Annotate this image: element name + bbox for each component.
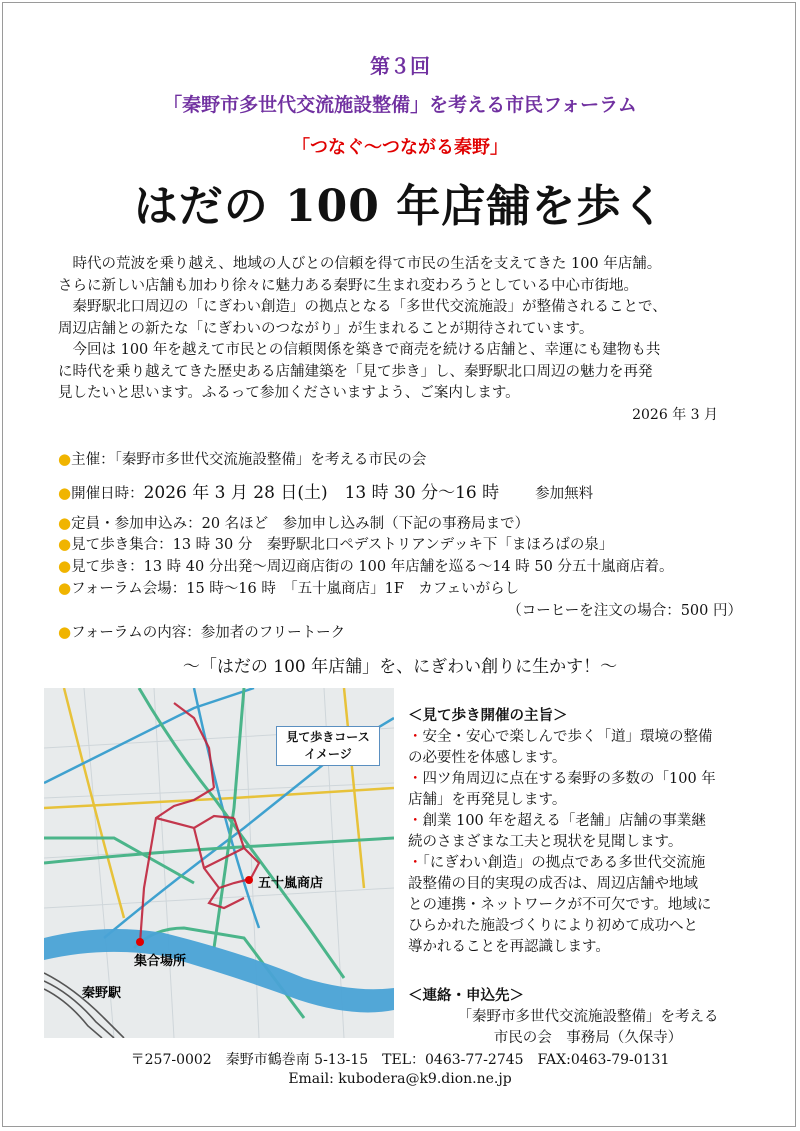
slogan: ～「はだの 100 年店舗」を、にぎわい創りに生かす！～ bbox=[182, 657, 618, 677]
venue-note: （コーヒーを注文の場合：500 円） bbox=[507, 603, 742, 619]
purpose-bullet: ・ bbox=[408, 771, 423, 787]
purpose-text: 導かれることを再認識します。 bbox=[408, 939, 610, 955]
organizer-row bbox=[58, 448, 788, 469]
theme-heading: 「つなぐ～つながる秦野」 bbox=[292, 137, 508, 158]
intro-line: 見したいと思います。ふるって参加くださいますよう、ご案内します。 bbox=[58, 385, 520, 401]
purpose-text: 安全・安心で楽しんで歩く「道」環境の整備 bbox=[422, 729, 713, 745]
purpose-text: との連携・ネットワークが不可欠です。地域に bbox=[408, 897, 712, 913]
purpose-item bbox=[408, 769, 768, 790]
purpose-bullet: ・ bbox=[408, 729, 423, 745]
capacity-value: 20 名ほど 参加申し込み制（下記の事務局まで） bbox=[201, 516, 530, 532]
bullet-icon: ● bbox=[58, 579, 72, 597]
walk-label: 見て歩き： bbox=[71, 559, 144, 575]
round-heading: 第３回 bbox=[370, 54, 430, 78]
content-label: フォーラムの内容： bbox=[71, 625, 201, 641]
main-title: はだの 100 年店舗を歩く bbox=[133, 181, 667, 232]
meet-row bbox=[58, 533, 788, 554]
intro-line: さらに新しい店舗も加わり徐々に魅力ある秦野に生まれ変わろうとしている中心市街地。 bbox=[58, 277, 638, 294]
map-station-label: 秦野駅 bbox=[82, 986, 122, 1001]
contact-email[interactable]: Email: kubodera@k9.dion.ne.jp bbox=[288, 1071, 512, 1087]
intro-text bbox=[58, 254, 768, 405]
content-value: 参加者のフリートーク bbox=[200, 625, 346, 641]
purpose-text: 設整備の目的実現の成否は、周辺店舗や地域 bbox=[408, 876, 698, 892]
walk-purpose-section bbox=[408, 706, 768, 958]
datetime-value: 2026 年 3 月 28 日(土) 13 時 30 分～16 時 bbox=[143, 483, 500, 503]
bullet-icon: ● bbox=[58, 484, 72, 502]
venue-value: 15 時～16 時 「五十嵐商店」1F カフェいがらし bbox=[186, 581, 520, 597]
datetime-label: 開催日時： bbox=[71, 486, 144, 502]
capacity-label: 定員・参加申込み： bbox=[71, 516, 202, 532]
datetime-row bbox=[58, 478, 788, 503]
issue-date: 2026 年 3 月 bbox=[632, 407, 718, 423]
purpose-bullet: ・ bbox=[408, 855, 423, 871]
contact-address: 〒257-0002 秦野市鶴巻南 5-13-15 TEL：0463-77-2745 FAX:0463-79-0131 bbox=[130, 1052, 670, 1068]
bullet-icon: ● bbox=[58, 557, 72, 575]
map-shop-label: 五十嵐商店 bbox=[258, 876, 324, 891]
course-map bbox=[44, 688, 394, 1038]
shop-marker-icon bbox=[245, 876, 253, 884]
contact-title: ＜連絡・申込先＞ bbox=[408, 988, 524, 1004]
bullet-icon: ● bbox=[58, 535, 72, 553]
bullet-icon: ● bbox=[58, 514, 72, 532]
map-course-label bbox=[276, 726, 380, 766]
intro-line: 今回は 100 年を越えて市民との信頼関係を築きで商売を続ける店舗と、幸運にも建物も共 bbox=[58, 342, 661, 358]
organizer-value: 「秦野市多世代交流施設整備」を考える市民の会 bbox=[114, 452, 427, 468]
contact-section bbox=[408, 986, 768, 1049]
bullet-icon: ● bbox=[58, 450, 72, 468]
meet-label: 見て歩き集合： bbox=[71, 537, 173, 553]
purpose-text: 四ツ角周辺に点在する秦野の多数の「100 年 bbox=[422, 771, 716, 787]
venue-label: フォーラム会場： bbox=[71, 581, 187, 597]
intro-line: 秦野駅北口周辺の「にぎわい創造」の拠点となる「多世代交流施設」が整備されることで、 bbox=[58, 299, 667, 315]
forum-title: 「秦野市多世代交流施設整備」を考える市民フォーラム bbox=[163, 94, 637, 116]
walk-value: 13 時 40 分出発～周辺商店街の 100 年店舗を巡る～14 時 50 分五十嵐商店着。 bbox=[143, 559, 674, 575]
purpose-title: ＜見て歩き開催の主旨＞ bbox=[408, 708, 568, 724]
purpose-text: の必要性を体感します。 bbox=[408, 750, 567, 766]
meet-value: 13 時 30 分 秦野駅北口ペデストリアンデッキ下「まほろばの泉」 bbox=[172, 537, 614, 553]
meeting-point-marker-icon bbox=[136, 938, 144, 946]
purpose-text: 店舗」を再発見します。 bbox=[408, 792, 567, 808]
content-row bbox=[58, 621, 788, 642]
contact-office: 市民の会 事務局（久保寺） bbox=[493, 1030, 683, 1046]
walk-row bbox=[58, 555, 788, 576]
purpose-item bbox=[408, 811, 768, 832]
intro-line: に時代を乗り越えてきた歴史ある店舗建築を「見て歩き」し、秦野駅北口周辺の魅力を再発 bbox=[58, 363, 653, 380]
bullet-icon: ● bbox=[58, 623, 72, 641]
organizer-label: 主催： bbox=[71, 452, 115, 468]
contact-org: 「秦野市多世代交流施設整備」を考える bbox=[457, 1009, 719, 1025]
purpose-text: ひらかれた施設づくりにより初めて成功へと bbox=[408, 918, 698, 934]
map-course-label-line1: 見て歩きコース bbox=[286, 730, 370, 744]
purpose-text: 続のさまざまな工夫と現状を見聞します。 bbox=[408, 834, 683, 850]
purpose-item bbox=[408, 853, 768, 874]
capacity-row bbox=[58, 512, 788, 533]
purpose-text: 創業 100 年を超える「老舗」店舗の事業継 bbox=[422, 813, 706, 829]
intro-line: 周辺店舗との新たな「にぎわいのつながり」が生まれることが期待されています。 bbox=[58, 320, 594, 337]
purpose-bullet: ・ bbox=[408, 813, 423, 829]
venue-row bbox=[58, 577, 788, 598]
map-meeting-label: 集合場所 bbox=[134, 954, 187, 969]
purpose-text: 「にぎわい創造」の拠点である多世代交流施 bbox=[422, 855, 706, 871]
purpose-item bbox=[408, 727, 768, 748]
map-course-label-line2: イメージ bbox=[304, 747, 352, 761]
fee-value: 参加無料 bbox=[535, 486, 594, 502]
intro-line: 時代の荒波を乗り越え、地域の人びとの信頼を得て市民の生活を支えてきた 100 年店舗。 bbox=[58, 256, 662, 272]
